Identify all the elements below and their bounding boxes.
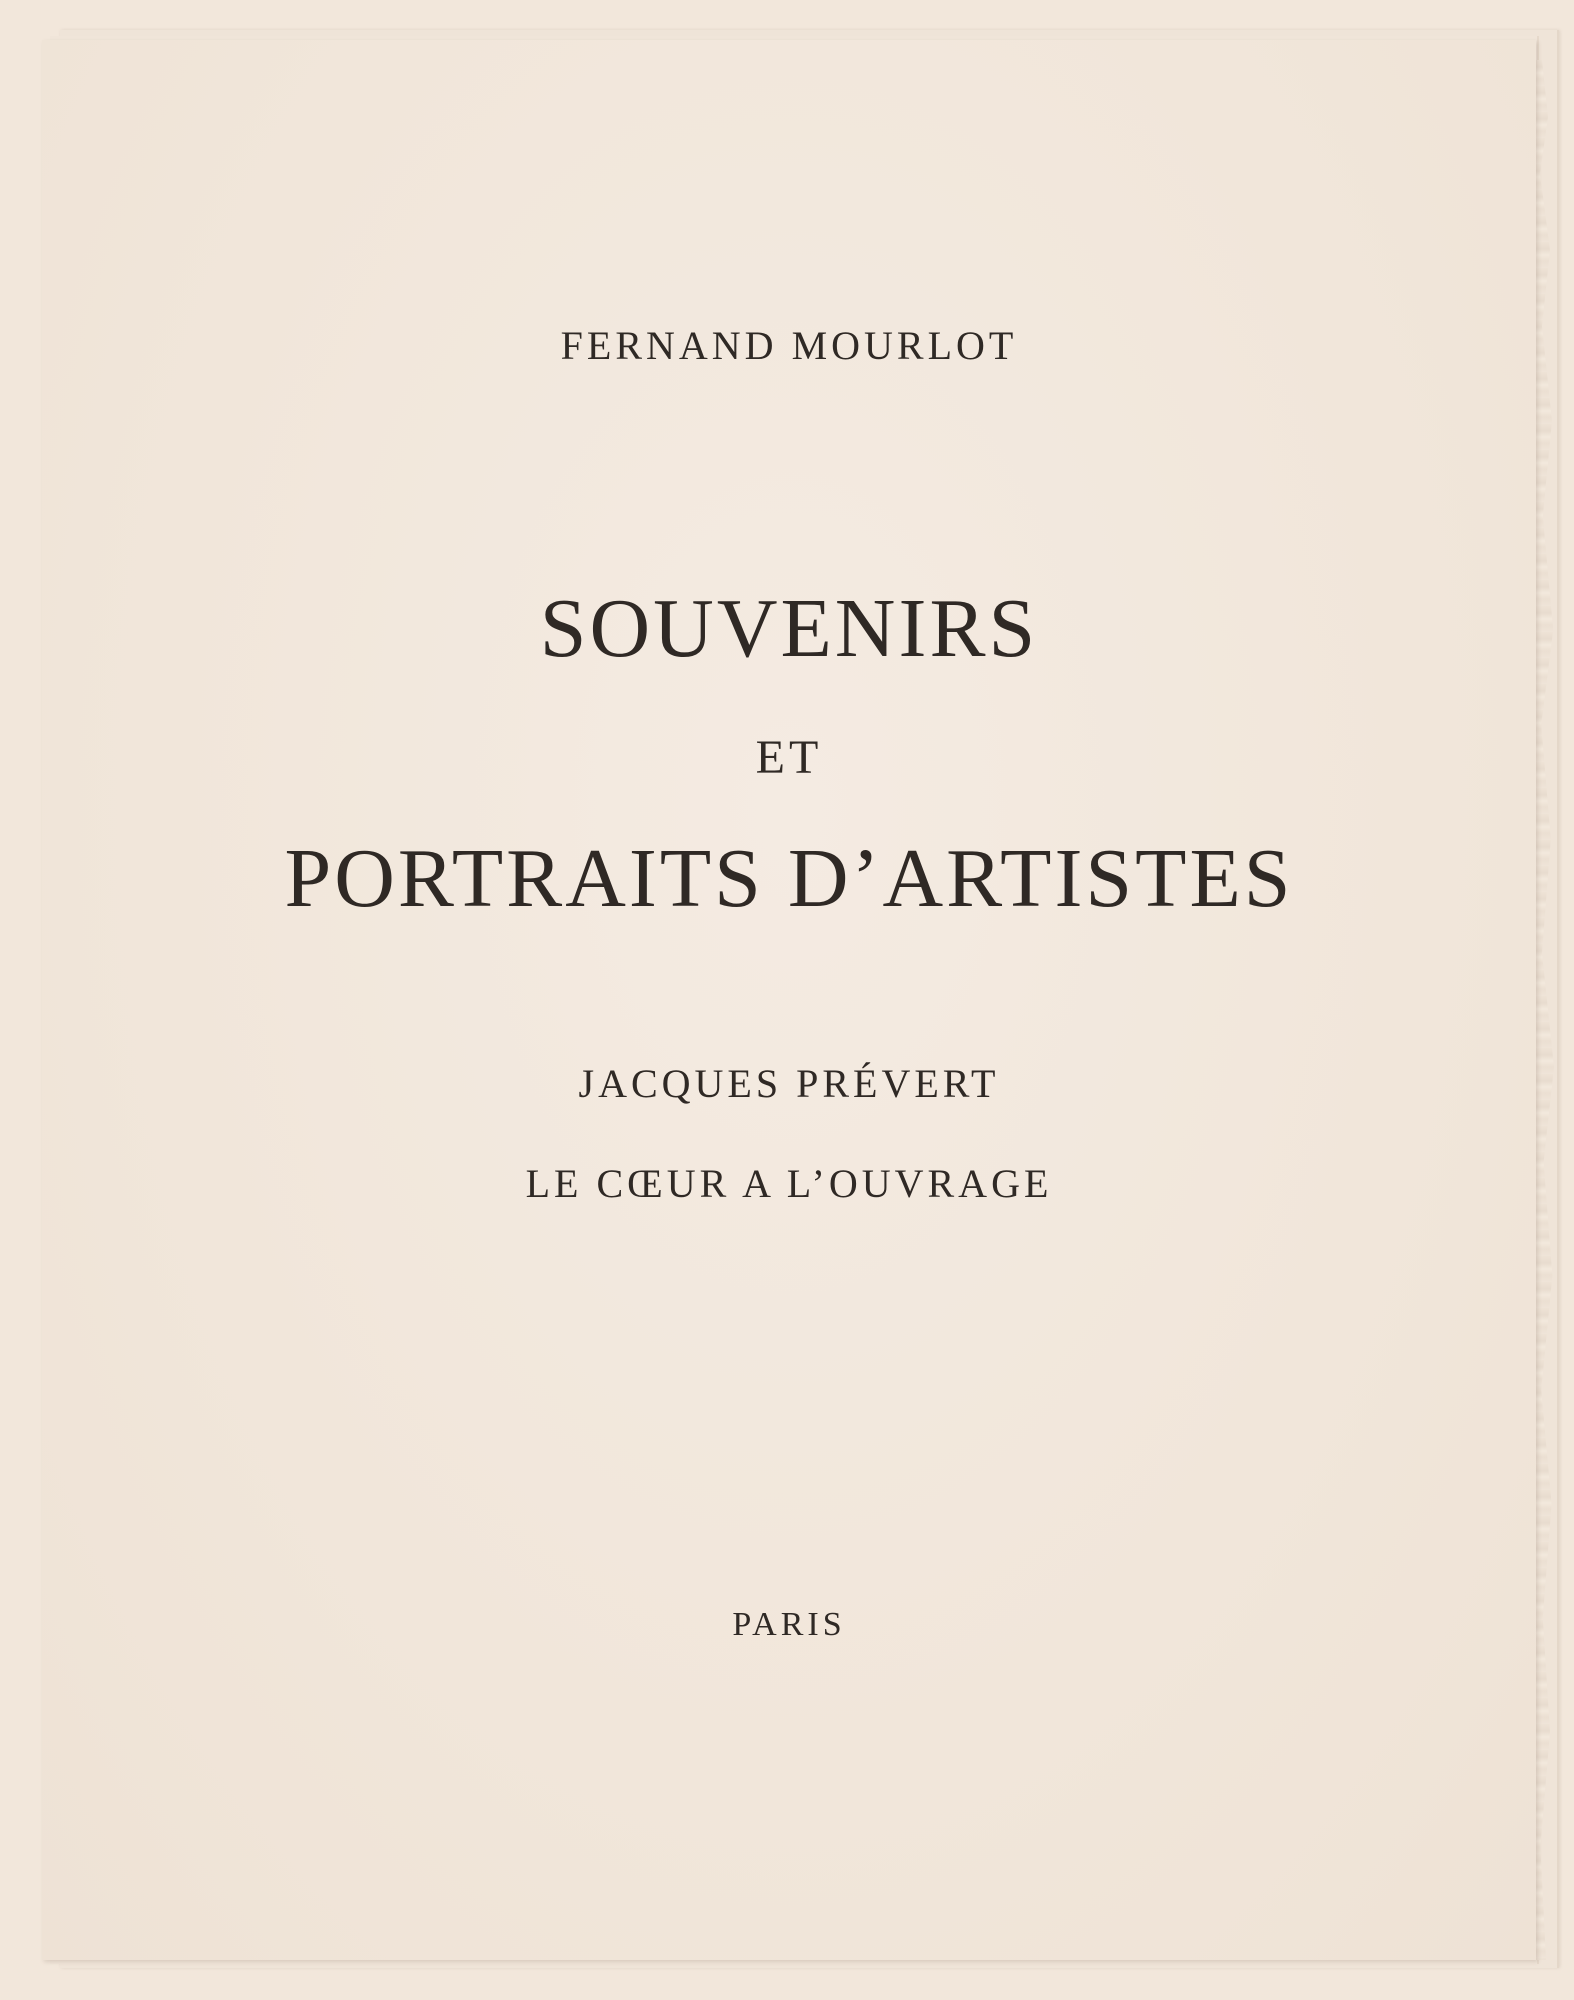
- title-page: [42, 40, 1536, 1960]
- title-line-2: ET: [755, 731, 823, 784]
- publication-place: PARIS: [732, 1606, 846, 1643]
- subtitle-line-1: JACQUES PRÉVERT: [578, 1061, 1000, 1106]
- author-name: FERNAND MOURLOT: [560, 323, 1018, 368]
- title-line-1: SOUVENIRS: [539, 582, 1039, 675]
- subtitle-line-2: LE CŒUR A L’OUVRAGE: [525, 1161, 1053, 1206]
- title-line-3: PORTRAITS D’ARTISTES: [284, 832, 1294, 925]
